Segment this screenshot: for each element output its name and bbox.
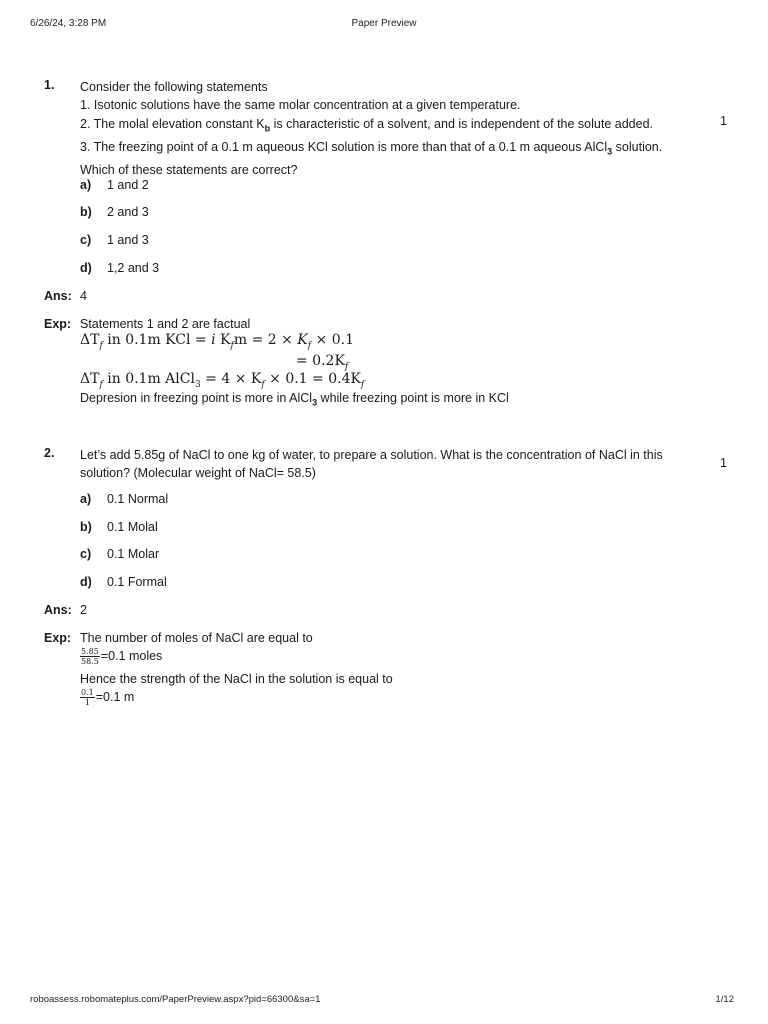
statement-1: 1. Isotonic solutions have the same molar concentration at a given temperature. [80, 98, 521, 113]
question-text [80, 446, 700, 483]
question-number: 1. [44, 78, 55, 92]
page-title: Paper Preview [351, 18, 417, 29]
explanation-line: The number of moles of NaCl are equal to [80, 631, 313, 645]
fraction-moles: $\frac{5.85}{58.5}$ =0.1 moles [81, 647, 163, 666]
equation-alcl3: $\Delta T_f$ in 0.1m AlCl$_3$ = $4 \times K_f \times 0.1 = 0.4K_f$ [80, 371, 365, 390]
fraction-strength: $\frac{0.1}{1}$ =0.1 m [81, 688, 135, 707]
question-number: 2. [44, 446, 55, 460]
question-text [80, 78, 700, 179]
question-line: Consider the following statements [80, 80, 268, 94]
question-prompt: Which of these statements are correct? [80, 162, 298, 177]
question-marks: 1 [720, 456, 727, 470]
print-datetime: 6/26/24, 3:28 PM [30, 18, 107, 29]
page-number: 1/12 [715, 994, 734, 1005]
question-line: solution? (Molecular weight of NaCl= 58.5) [80, 466, 316, 481]
explanation-intro: Statements 1 and 2 are factual [80, 317, 251, 331]
question-line: Let’s add 5.85g of NaCl to one kg of water, to prepare a solution. What is the concentration of NaCl in this [80, 448, 663, 462]
statement-3: 3. The freezing point of a 0.1 m aqueous KCl solution is more than that of a 0.1 m aqueous AlCl$_3$ solution. [80, 139, 663, 157]
equation-kcl: $\Delta T_f$ in 0.1m KCl = i $K_fm = 2 \times K_f \times 0.1$ [80, 332, 355, 351]
equation-kcl-result: = $0.2K_f$ [296, 353, 349, 372]
statement-2: 2. The molal elevation constant $K_b$ is characteristic of a solvent, and is independent of the solute added. [80, 116, 653, 134]
explanation-line: Hence the strength of the NaCl in the solution is equal to [80, 672, 393, 686]
explanation-conclusion: Depresion in freezing point is more in AlCl$_3$ while freezing point is more in KCl [80, 391, 509, 408]
question-marks: 1 [720, 114, 727, 128]
page-url: roboassess.robomateplus.com/PaperPreview.aspx?pid=66300&sa=1 [30, 994, 321, 1005]
